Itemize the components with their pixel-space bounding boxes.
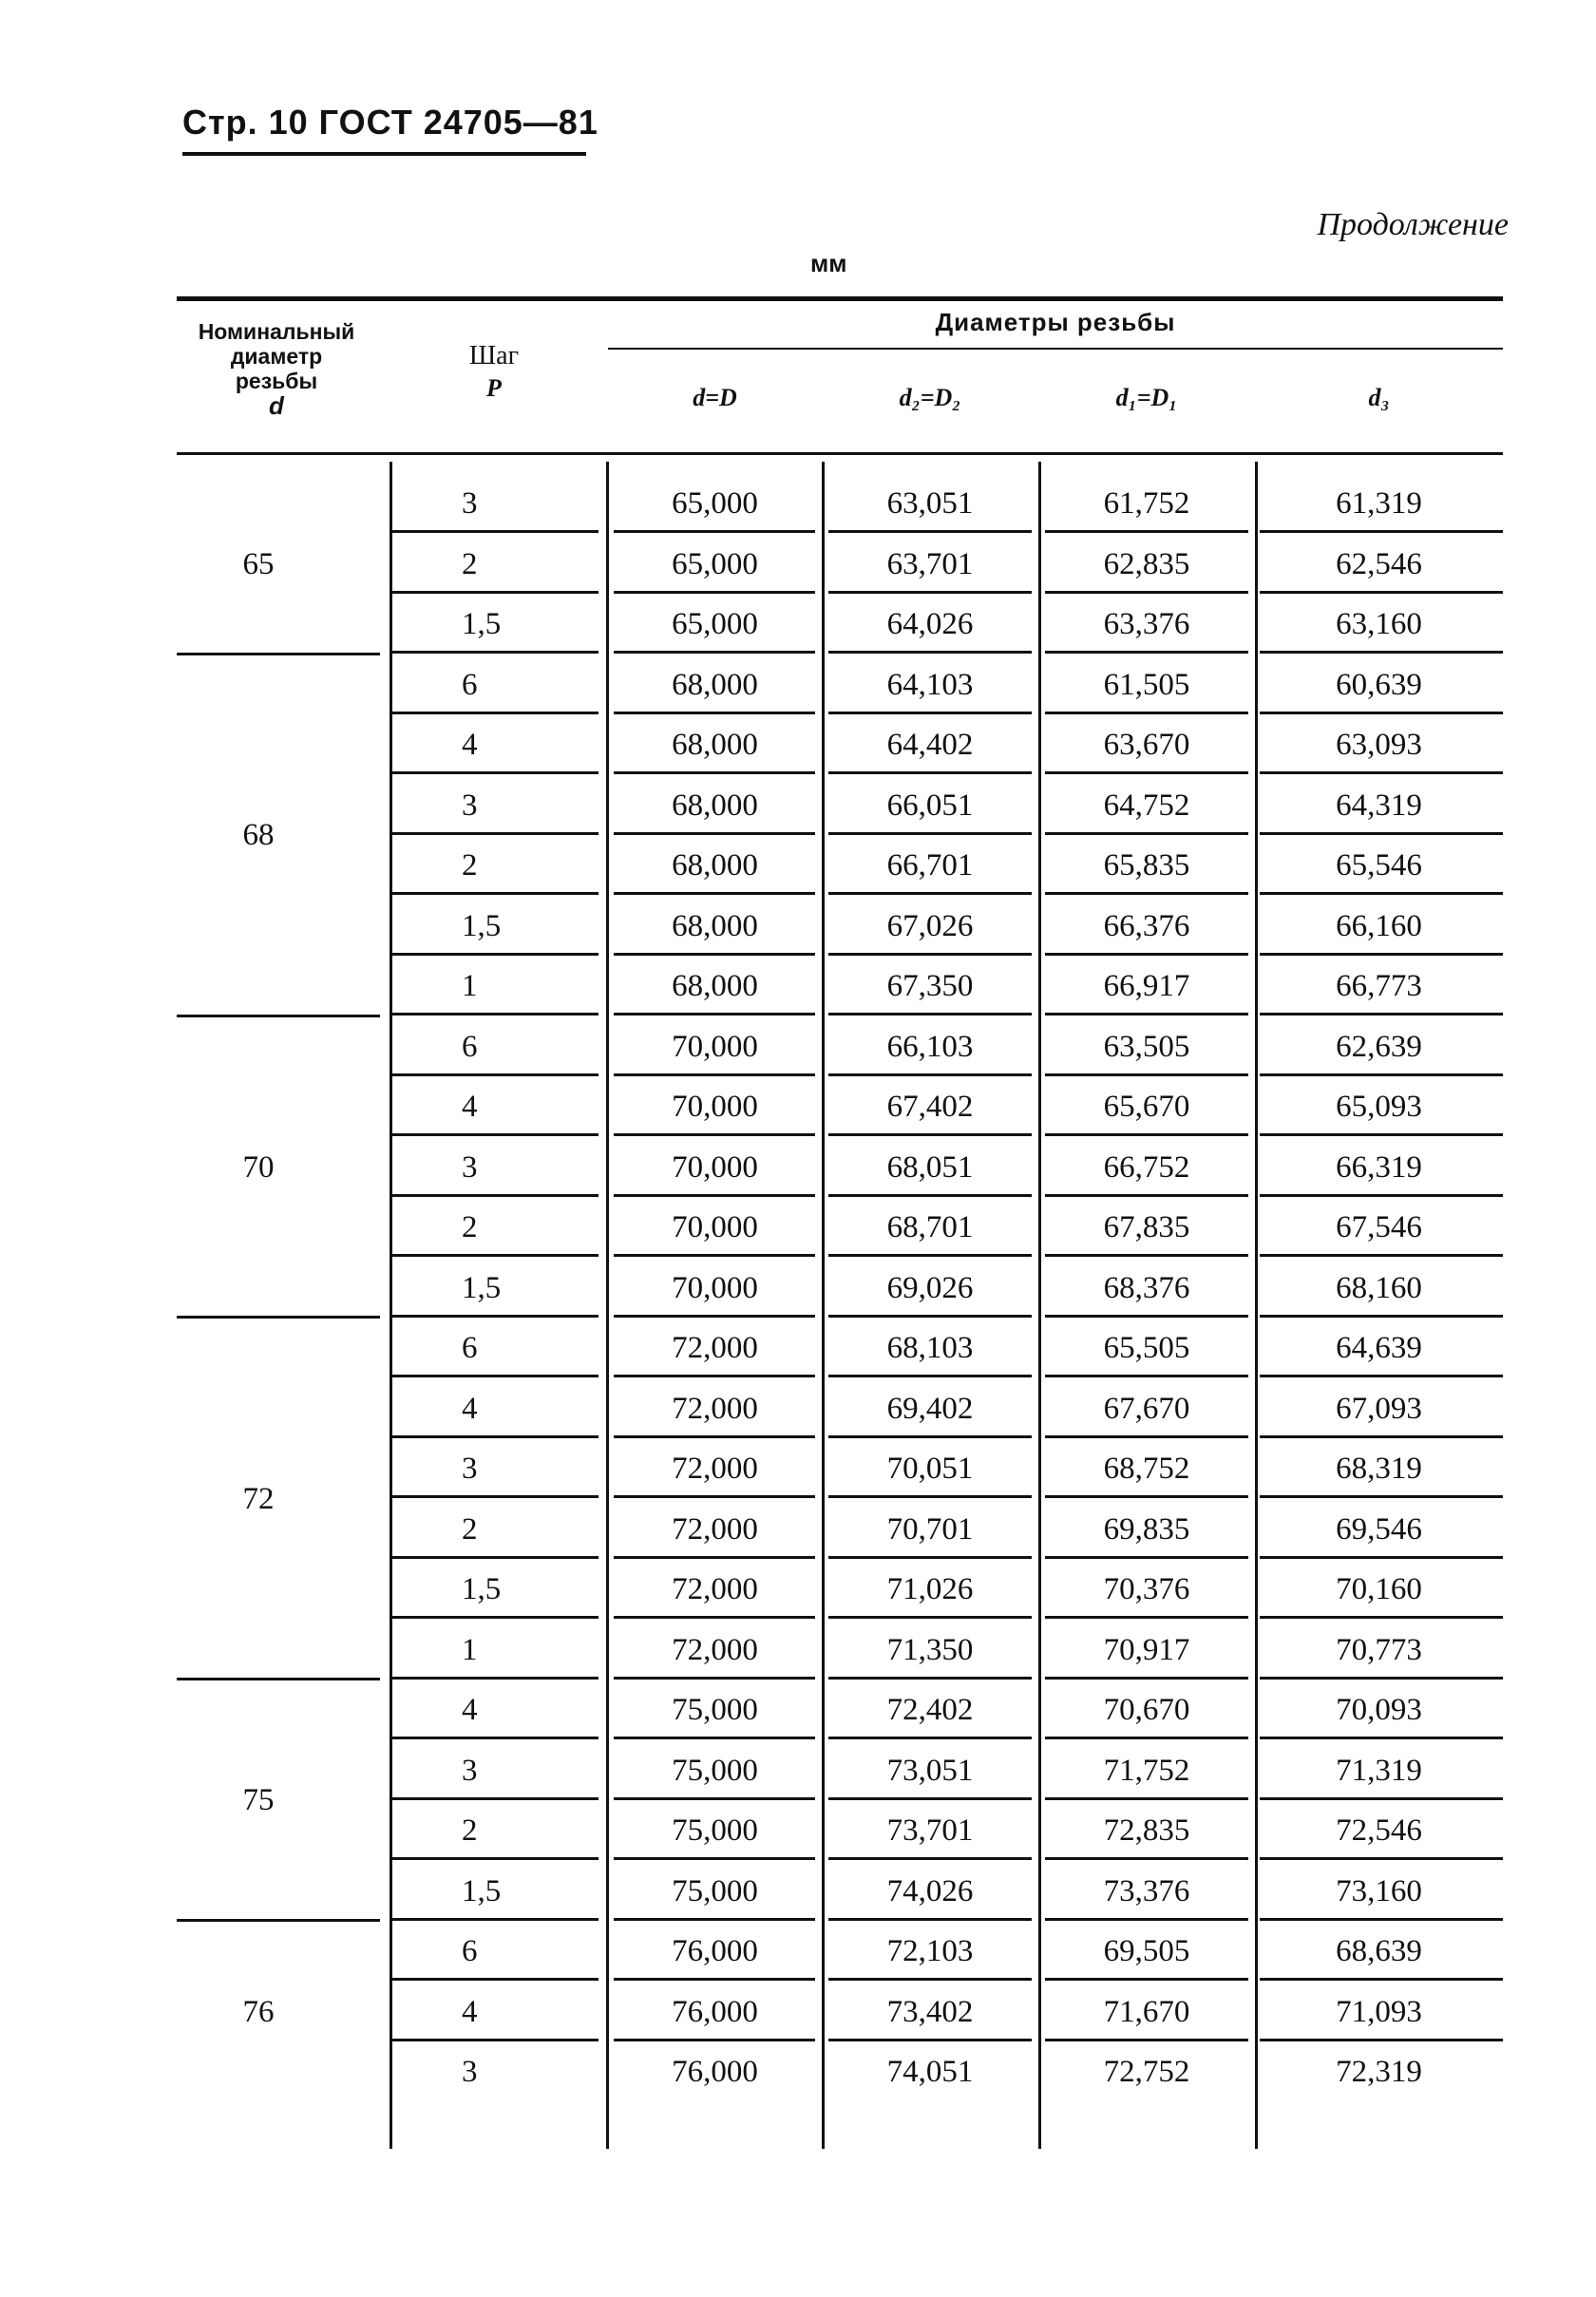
table-cell-d3: 71,319: [1336, 1753, 1422, 1788]
cell-underline: [390, 1315, 598, 1318]
header-group-diameters: Диаметры резьбы: [935, 308, 1176, 336]
table-cell-d2: 74,051: [886, 2055, 974, 2089]
cell-underline: [828, 1315, 1032, 1318]
table-cell-p: 1,5: [462, 1270, 502, 1305]
table-cell-d: 68,000: [672, 969, 758, 1003]
cell-underline: [1260, 1857, 1503, 1860]
table-cell-d1: 61,752: [1103, 486, 1190, 521]
cell-underline: [390, 591, 598, 594]
cell-underline: [828, 651, 1032, 654]
column-rule: [390, 462, 392, 2149]
table-cell-d1: 62,835: [1103, 546, 1190, 581]
table-cell-d1: 71,752: [1103, 1753, 1190, 1788]
table-top-rule: [177, 296, 1503, 301]
cell-underline: [1045, 892, 1248, 895]
table-cell-d: 72,000: [672, 1331, 758, 1365]
table-cell-d1: 65,835: [1103, 848, 1190, 883]
cell-underline: [1045, 1073, 1248, 1076]
header-bottom-rule: [177, 452, 1503, 455]
cell-underline: [390, 2039, 598, 2041]
table-cell-d2: 73,402: [886, 1994, 974, 2029]
cell-underline: [1260, 1375, 1503, 1377]
cell-underline: [828, 1978, 1032, 1981]
cell-underline: [614, 1857, 815, 1860]
cell-underline: [1260, 1797, 1503, 1800]
table-cell-d2: 64,402: [886, 728, 974, 762]
cell-underline: [828, 1194, 1032, 1197]
table-cell-d: 70,000: [672, 1270, 758, 1305]
cell-underline: [1045, 1375, 1248, 1377]
table-cell-d3: 68,639: [1336, 1934, 1422, 1968]
table-cell-d: 76,000: [672, 1994, 758, 2029]
cell-underline: [614, 1978, 815, 1981]
table-cell-p: 1,5: [462, 1873, 502, 1908]
table-cell-d1: 64,752: [1103, 788, 1190, 823]
cell-underline: [1045, 1616, 1248, 1619]
cell-underline: [1260, 1737, 1503, 1739]
cell-underline: [1260, 1254, 1503, 1257]
nominal-diameter: 72: [242, 1481, 275, 1516]
table-cell-d: 68,000: [672, 667, 758, 702]
cell-underline: [614, 591, 815, 594]
table-cell-d3: 73,160: [1336, 1873, 1422, 1908]
table-cell-p: 6: [462, 1934, 478, 1968]
table-cell-d1: 70,670: [1103, 1693, 1190, 1727]
cell-underline: [1260, 530, 1503, 533]
table-cell-p: 4: [462, 1693, 478, 1727]
table-cell-d3: 70,160: [1336, 1572, 1422, 1606]
table-cell-d2: 68,051: [886, 1149, 974, 1185]
table-cell-p: 1: [462, 969, 478, 1003]
cell-underline: [828, 1737, 1032, 1739]
cell-underline: [1045, 953, 1248, 956]
table-cell-d3: 71,093: [1336, 1994, 1422, 2029]
cell-underline: [1260, 1133, 1503, 1136]
table-cell-d: 76,000: [672, 1934, 758, 1968]
table-cell-d3: 68,160: [1336, 1270, 1422, 1305]
table-cell-d: 75,000: [672, 1753, 758, 1788]
cell-underline: [1045, 1133, 1248, 1136]
table-cell-p: 2: [462, 1813, 478, 1848]
table-cell-d1: 72,752: [1103, 2055, 1190, 2089]
cell-underline: [1045, 651, 1248, 654]
cell-underline: [1045, 2039, 1248, 2041]
group-separator: [177, 1316, 380, 1319]
group-separator: [177, 1919, 380, 1922]
table-cell-d2: 66,701: [886, 848, 974, 883]
table-cell-d: 72,000: [672, 1391, 758, 1426]
table-cell-d3: 60,639: [1336, 667, 1422, 702]
table-cell-d2: 63,701: [886, 546, 974, 581]
cell-underline: [1260, 2039, 1503, 2041]
cell-underline: [1260, 771, 1503, 774]
table-cell-p: 3: [462, 486, 478, 521]
cell-underline: [1045, 1556, 1248, 1559]
cell-underline: [390, 1797, 598, 1800]
table-cell-d2: 71,350: [886, 1632, 974, 1667]
table-cell-d: 76,000: [672, 2055, 758, 2089]
table-cell-d1: 71,670: [1103, 1994, 1190, 2029]
table-cell-d3: 65,093: [1336, 1090, 1422, 1124]
cell-underline: [390, 953, 598, 956]
table-cell-d2: 66,103: [886, 1029, 974, 1064]
table-cell-p: 4: [462, 728, 478, 762]
table-cell-d: 72,000: [672, 1632, 758, 1667]
table-cell-d2: 67,402: [886, 1090, 974, 1124]
cell-underline: [828, 1435, 1032, 1438]
cell-underline: [390, 1616, 598, 1619]
cell-underline: [1260, 1194, 1503, 1197]
cell-underline: [614, 1254, 815, 1257]
table-cell-d2: 73,701: [886, 1813, 974, 1848]
table-cell-d3: 72,319: [1336, 2055, 1422, 2089]
header-col-nominal: Номинальный диаметр резьбы d: [198, 319, 355, 420]
cell-underline: [828, 1375, 1032, 1377]
table-cell-d: 65,000: [672, 546, 758, 581]
table-cell-d3: 65,546: [1336, 848, 1422, 883]
cell-underline: [614, 1797, 815, 1800]
header-col-d3: d₃: [1368, 384, 1390, 411]
cell-underline: [1260, 1495, 1503, 1498]
table-cell-d2: 71,026: [886, 1572, 974, 1606]
cell-underline: [390, 1737, 598, 1739]
table-cell-d: 65,000: [672, 607, 758, 641]
table-cell-d1: 66,917: [1103, 969, 1190, 1003]
table-cell-d: 70,000: [672, 1029, 758, 1064]
table-cell-d3: 70,773: [1336, 1632, 1422, 1667]
table-cell-d3: 66,160: [1336, 908, 1422, 943]
cell-underline: [1260, 1556, 1503, 1559]
table-cell-d3: 66,773: [1336, 969, 1422, 1003]
cell-underline: [828, 832, 1032, 835]
table-cell-p: 4: [462, 1994, 478, 2029]
table-cell-d: 72,000: [672, 1511, 758, 1547]
table-cell-d1: 63,376: [1103, 607, 1190, 641]
cell-underline: [614, 1315, 815, 1318]
group-header-rule: [608, 348, 1503, 350]
table-cell-p: 1,5: [462, 607, 502, 641]
table-cell-d: 65,000: [672, 486, 758, 521]
cell-underline: [614, 1918, 815, 1921]
cell-underline: [828, 1133, 1032, 1136]
table-cell-d1: 68,752: [1103, 1452, 1190, 1486]
cell-underline: [390, 1857, 598, 1860]
table-cell-d: 75,000: [672, 1873, 758, 1908]
cell-underline: [1045, 591, 1248, 594]
cell-underline: [1260, 1918, 1503, 1921]
cell-underline: [390, 832, 598, 835]
table-cell-d: 68,000: [672, 848, 758, 883]
table-cell-d1: 65,505: [1103, 1331, 1190, 1365]
cell-underline: [390, 1073, 598, 1076]
header-col-d: d=D: [693, 384, 737, 411]
table-cell-d: 72,000: [672, 1452, 758, 1486]
cell-underline: [828, 892, 1032, 895]
cell-underline: [1045, 712, 1248, 714]
nominal-diameter: 68: [242, 818, 275, 853]
group-separator: [177, 653, 380, 655]
cell-underline: [828, 712, 1032, 714]
table-cell-d: 70,000: [672, 1090, 758, 1124]
table-cell-d2: 68,103: [886, 1331, 974, 1365]
table-cell-p: 2: [462, 1210, 478, 1244]
cell-underline: [390, 771, 598, 774]
cell-underline: [614, 712, 815, 714]
table-cell-d1: 73,376: [1103, 1873, 1190, 1908]
table-cell-p: 4: [462, 1391, 478, 1426]
cell-underline: [614, 1194, 815, 1197]
cell-underline: [1045, 1737, 1248, 1739]
table-cell-d1: 67,670: [1103, 1391, 1190, 1426]
table-cell-d3: 67,546: [1336, 1210, 1422, 1244]
table-cell-p: 3: [462, 1753, 478, 1788]
table-cell-d2: 64,103: [886, 667, 974, 702]
table-cell-d3: 69,546: [1336, 1511, 1422, 1547]
table-cell-d2: 63,051: [886, 486, 974, 521]
cell-underline: [390, 892, 598, 895]
cell-underline: [828, 1797, 1032, 1800]
table-cell-d1: 69,505: [1103, 1934, 1190, 1968]
table-cell-p: 6: [462, 1029, 478, 1064]
table-cell-d1: 69,835: [1103, 1511, 1190, 1547]
cell-underline: [1260, 1435, 1503, 1438]
cell-underline: [1260, 651, 1503, 654]
table-cell-d1: 66,752: [1103, 1149, 1190, 1185]
header-col-d1: d₁=D₁: [1115, 384, 1178, 411]
cell-underline: [828, 1677, 1032, 1680]
cell-underline: [1045, 1254, 1248, 1257]
table-cell-d2: 69,026: [886, 1270, 974, 1305]
table-cell-d3: 66,319: [1336, 1149, 1422, 1185]
cell-underline: [614, 1435, 815, 1438]
table-cell-p: 2: [462, 848, 478, 883]
table-cell-d3: 63,160: [1336, 607, 1422, 641]
table-cell-d3: 70,093: [1336, 1693, 1422, 1727]
cell-underline: [614, 1677, 815, 1680]
cell-underline: [1260, 1013, 1503, 1016]
header-col-d2: d₂=D₂: [899, 384, 961, 411]
nominal-diameter: 75: [242, 1783, 275, 1818]
table-cell-p: 3: [462, 788, 478, 823]
cell-underline: [614, 1556, 815, 1559]
cell-underline: [1045, 1677, 1248, 1680]
table-cell-d2: 67,026: [886, 908, 974, 943]
cell-underline: [828, 1013, 1032, 1016]
table-cell-d: 68,000: [672, 908, 758, 943]
table-cell-d: 68,000: [672, 788, 758, 823]
cell-underline: [614, 1133, 815, 1136]
cell-underline: [1260, 1978, 1503, 1981]
cell-underline: [1260, 591, 1503, 594]
cell-underline: [390, 1194, 598, 1197]
unit-label: мм: [810, 249, 847, 277]
table-cell-d1: 66,376: [1103, 908, 1190, 943]
cell-underline: [390, 651, 598, 654]
table-cell-d: 68,000: [672, 728, 758, 762]
cell-underline: [1260, 892, 1503, 895]
cell-underline: [390, 1013, 598, 1016]
cell-underline: [1045, 1013, 1248, 1016]
table-cell-d2: 70,051: [886, 1452, 974, 1486]
table-cell-d: 72,000: [672, 1572, 758, 1606]
table-cell-d2: 67,350: [886, 969, 974, 1003]
header-underline: [182, 152, 586, 156]
cell-underline: [614, 1013, 815, 1016]
table-cell-d1: 63,505: [1103, 1029, 1190, 1064]
table-cell-d2: 72,103: [886, 1934, 974, 1968]
table-cell-d: 75,000: [672, 1813, 758, 1848]
table-cell-p: 6: [462, 1331, 478, 1365]
cell-underline: [614, 1495, 815, 1498]
cell-underline: [614, 1737, 815, 1739]
table-cell-d3: 61,319: [1336, 486, 1422, 521]
cell-underline: [828, 1616, 1032, 1619]
cell-underline: [390, 1254, 598, 1257]
cell-underline: [828, 2039, 1032, 2041]
table-cell-p: 3: [462, 2055, 478, 2089]
table-cell-d: 70,000: [672, 1210, 758, 1244]
cell-underline: [1045, 832, 1248, 835]
cell-underline: [1045, 1918, 1248, 1921]
table-cell-d: 75,000: [672, 1693, 758, 1727]
cell-underline: [1260, 1315, 1503, 1318]
table-cell-d3: 63,093: [1336, 728, 1422, 762]
cell-underline: [390, 530, 598, 533]
cell-underline: [828, 771, 1032, 774]
table-cell-d2: 70,701: [886, 1511, 974, 1547]
cell-underline: [1260, 953, 1503, 956]
table-cell-d: 70,000: [672, 1149, 758, 1185]
table-cell-p: 2: [462, 546, 478, 581]
nominal-diameter: 70: [242, 1149, 275, 1185]
cell-underline: [614, 651, 815, 654]
cell-underline: [828, 530, 1032, 533]
cell-underline: [1260, 712, 1503, 714]
group-separator: [177, 1678, 380, 1680]
cell-underline: [1045, 1315, 1248, 1318]
cell-underline: [614, 953, 815, 956]
table-cell-d2: 69,402: [886, 1391, 974, 1426]
table-cell-d3: 62,639: [1336, 1029, 1422, 1064]
table-cell-d1: 70,917: [1103, 1632, 1190, 1667]
cell-underline: [614, 892, 815, 895]
table-cell-p: 1: [462, 1632, 478, 1667]
cell-underline: [828, 1495, 1032, 1498]
cell-underline: [614, 1375, 815, 1377]
cell-underline: [390, 1375, 598, 1377]
cell-underline: [614, 1616, 815, 1619]
table-cell-d3: 68,319: [1336, 1452, 1422, 1486]
cell-underline: [614, 832, 815, 835]
table-cell-d3: 64,639: [1336, 1331, 1422, 1365]
cell-underline: [1045, 1978, 1248, 1981]
cell-underline: [828, 1918, 1032, 1921]
header-col-pitch: Шаг P: [468, 341, 520, 402]
table-cell-d2: 74,026: [886, 1873, 974, 1908]
continuation-label: Продолжение: [1317, 207, 1509, 242]
group-separator: [177, 1015, 380, 1017]
cell-underline: [1045, 1797, 1248, 1800]
cell-underline: [1045, 1435, 1248, 1438]
table-cell-p: 1,5: [462, 1572, 502, 1606]
table-cell-d3: 64,319: [1336, 788, 1422, 823]
table-cell-d3: 72,546: [1336, 1813, 1422, 1848]
cell-underline: [828, 953, 1032, 956]
table-cell-d1: 68,376: [1103, 1270, 1190, 1305]
cell-underline: [1045, 1495, 1248, 1498]
cell-underline: [828, 1857, 1032, 1860]
cell-underline: [614, 530, 815, 533]
table-cell-d3: 67,093: [1336, 1391, 1422, 1426]
cell-underline: [390, 1133, 598, 1136]
table-cell-p: 1,5: [462, 908, 502, 943]
cell-underline: [1045, 771, 1248, 774]
table-cell-d2: 68,701: [886, 1210, 974, 1244]
table-cell-d3: 62,546: [1336, 546, 1422, 581]
cell-underline: [1045, 530, 1248, 533]
table-cell-d1: 65,670: [1103, 1090, 1190, 1124]
table-cell-d1: 67,835: [1103, 1210, 1190, 1244]
table-cell-d2: 64,026: [886, 607, 974, 641]
cell-underline: [614, 2039, 815, 2041]
table-cell-d1: 70,376: [1103, 1572, 1190, 1606]
cell-underline: [828, 1254, 1032, 1257]
table-cell-p: 3: [462, 1452, 478, 1486]
cell-underline: [614, 1073, 815, 1076]
table-cell-p: 3: [462, 1149, 478, 1185]
table-cell-d2: 72,402: [886, 1693, 974, 1727]
table-cell-p: 4: [462, 1090, 478, 1124]
table-cell-d1: 61,505: [1103, 667, 1190, 702]
nominal-diameter: 65: [242, 546, 275, 581]
nominal-diameter: 76: [242, 1994, 275, 2029]
cell-underline: [614, 771, 815, 774]
cell-underline: [390, 1677, 598, 1680]
cell-underline: [828, 1073, 1032, 1076]
table-cell-d1: 63,670: [1103, 728, 1190, 762]
cell-underline: [390, 1435, 598, 1438]
cell-underline: [1260, 832, 1503, 835]
cell-underline: [828, 591, 1032, 594]
cell-underline: [390, 1918, 598, 1921]
cell-underline: [1260, 1677, 1503, 1680]
cell-underline: [390, 1556, 598, 1559]
cell-underline: [390, 1495, 598, 1498]
cell-underline: [1260, 1616, 1503, 1619]
cell-underline: [1045, 1857, 1248, 1860]
cell-underline: [390, 1978, 598, 1981]
cell-underline: [390, 712, 598, 714]
table-cell-d1: 72,835: [1103, 1813, 1190, 1848]
cell-underline: [1260, 1073, 1503, 1076]
cell-underline: [1045, 1194, 1248, 1197]
table-cell-p: 6: [462, 667, 478, 702]
table-cell-p: 2: [462, 1511, 478, 1547]
table-cell-d2: 73,051: [886, 1753, 974, 1788]
page-header: Стр. 10 ГОСТ 24705—81: [182, 103, 598, 142]
table-cell-d2: 66,051: [886, 788, 974, 823]
cell-underline: [828, 1556, 1032, 1559]
